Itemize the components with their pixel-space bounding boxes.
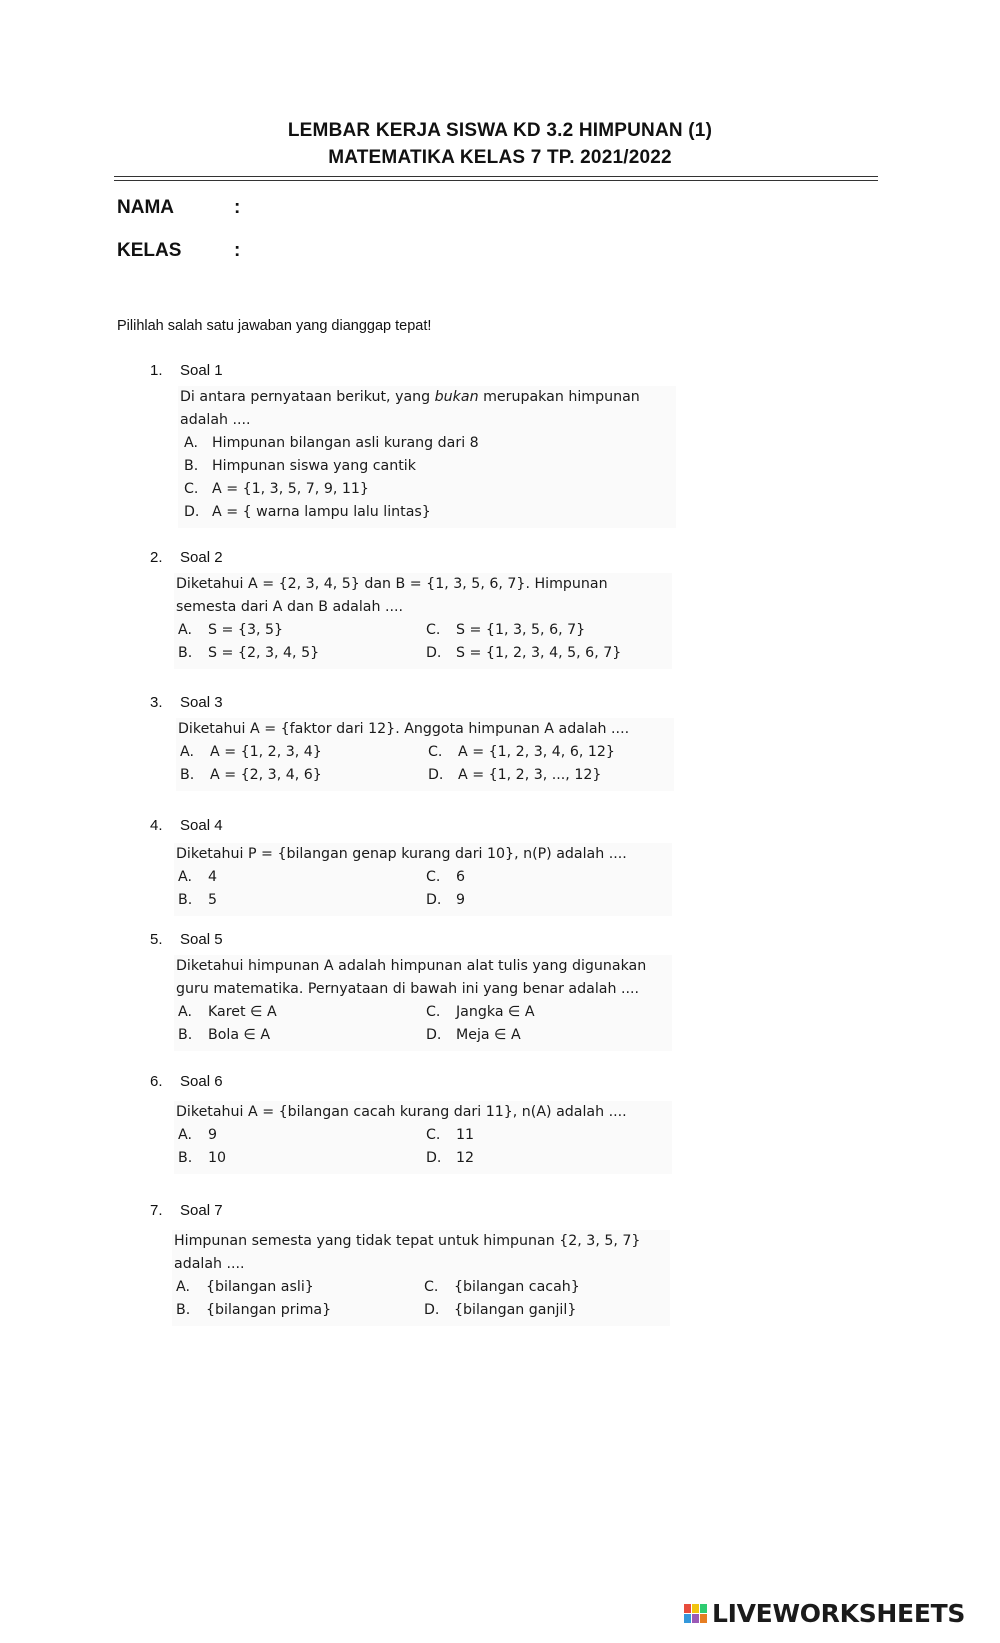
option-text: Himpunan siswa yang cantik: [212, 458, 416, 474]
question-image-block: [174, 1101, 672, 1174]
question-stem: Diketahui himpunan A adalah himpunan alat tulis yang digunakan guru matematika. Pernyataan di bawah ini yang benar adalah ....: [176, 958, 647, 997]
question-label: Soal 6: [180, 1073, 223, 1090]
option-c[interactable]: [426, 741, 615, 764]
option-letter: C.: [426, 1004, 441, 1020]
stem-text: Di antara pernyataan berikut, yang bukan merupakan himpunan adalah ....: [180, 389, 640, 428]
option-b[interactable]: [176, 889, 217, 912]
logo-square: [692, 1614, 699, 1623]
worksheet-subtitle: MATEMATIKA KELAS 7 TP. 2021/2022: [328, 147, 672, 168]
option-letter: D.: [184, 504, 200, 520]
option-letter: A.: [184, 435, 198, 451]
option-text: 12: [456, 1150, 475, 1166]
question-1: [150, 362, 670, 520]
question-2: [150, 549, 670, 661]
option-b[interactable]: [176, 1024, 270, 1047]
option-letter: D.: [426, 1150, 442, 1166]
question-number: 1.: [150, 362, 163, 379]
question-stem: Diketahui A = {2, 3, 4, 5} dan B = {1, 3, 5, 6, 7}. Himpunan semesta dari A dan B adalah ....: [176, 576, 608, 615]
option-text: 9: [456, 892, 466, 908]
option-letter: C.: [184, 481, 199, 497]
option-letter: B.: [180, 767, 195, 783]
option-text: 6: [456, 869, 466, 885]
option-letter: A.: [178, 1004, 192, 1020]
option-letter: D.: [424, 1302, 440, 1318]
liveworksheets-watermark: [684, 1596, 965, 1630]
option-letter: B.: [178, 1027, 193, 1043]
logo-square: [692, 1604, 699, 1613]
question-label: Soal 2: [180, 549, 223, 566]
option-b[interactable]: [178, 764, 322, 787]
question-stem: [180, 386, 670, 432]
option-text: Jangka ∈ A: [456, 1004, 535, 1020]
header-divider: [114, 176, 878, 177]
question-stem: Diketahui P = {bilangan genap kurang dari 10}, n(P) adalah ....: [176, 846, 627, 862]
option-text: A = {1, 2, 3, 4}: [210, 744, 322, 760]
question-number: 4.: [150, 817, 163, 834]
option-d[interactable]: [424, 1147, 474, 1170]
option-letter: C.: [428, 744, 443, 760]
question-6: [150, 1073, 670, 1166]
option-d[interactable]: [424, 889, 465, 912]
option-text: S = {1, 3, 5, 6, 7}: [456, 622, 586, 638]
question-7: [150, 1202, 670, 1318]
option-text: A = {2, 3, 4, 6}: [210, 767, 322, 783]
watermark-text: LIVEWORKSHEETS: [712, 1598, 966, 1628]
question-number: 5.: [150, 931, 163, 948]
option-text: {bilangan asli}: [206, 1279, 314, 1295]
logo-square: [684, 1604, 691, 1613]
option-letter: B.: [184, 458, 199, 474]
option-text: 9: [208, 1127, 218, 1143]
option-letter: A.: [180, 744, 194, 760]
option-a[interactable]: [176, 866, 217, 889]
option-letter: B.: [178, 645, 193, 661]
option-letter: B.: [178, 892, 193, 908]
liveworksheets-logo-icon: [684, 1604, 707, 1623]
question-image-block: [178, 386, 676, 528]
option-c[interactable]: [424, 866, 465, 889]
option-letter: A.: [178, 869, 192, 885]
option-a[interactable]: [176, 1001, 277, 1024]
question-label: Soal 4: [180, 817, 223, 834]
option-c[interactable]: [424, 619, 585, 642]
option-a[interactable]: [178, 741, 322, 764]
option-d[interactable]: [424, 1024, 521, 1047]
logo-square: [684, 1614, 691, 1623]
option-d[interactable]: [426, 764, 601, 787]
option-letter: C.: [424, 1279, 439, 1295]
option-letter: C.: [426, 869, 441, 885]
option-text: {bilangan ganjil}: [454, 1302, 577, 1318]
option-c[interactable]: [422, 1276, 580, 1299]
question-stem: Diketahui A = {bilangan cacah kurang dari 11}, n(A) adalah ....: [176, 1104, 627, 1120]
question-5: [150, 931, 670, 1043]
option-letter: B.: [178, 1150, 193, 1166]
option-text: Karet ∈ A: [208, 1004, 277, 1020]
option-b[interactable]: [176, 1147, 226, 1170]
option-text: {bilangan prima}: [206, 1302, 332, 1318]
option-letter: A.: [176, 1279, 190, 1295]
name-colon: :: [234, 197, 241, 218]
question-stem: Himpunan semesta yang tidak tepat untuk himpunan {2, 3, 5, 7} adalah ....: [174, 1233, 641, 1272]
question-4: [150, 817, 670, 908]
option-letter: C.: [426, 622, 441, 638]
option-letter: C.: [426, 1127, 441, 1143]
option-letter: B.: [176, 1302, 191, 1318]
option-text: S = {2, 3, 4, 5}: [208, 645, 320, 661]
option-letter: D.: [426, 1027, 442, 1043]
option-text: A = {1, 3, 5, 7, 9, 11}: [212, 481, 369, 497]
option-b[interactable]: [180, 455, 670, 478]
option-text: Bola ∈ A: [208, 1027, 271, 1043]
name-label: NAMA: [117, 197, 174, 218]
option-letter: D.: [426, 645, 442, 661]
question-label: Soal 1: [180, 362, 223, 379]
option-d[interactable]: [424, 642, 621, 665]
option-c[interactable]: [424, 1001, 535, 1024]
question-image-block: [176, 718, 674, 791]
question-image-block: [174, 955, 672, 1051]
option-text: A = { warna lampu lalu lintas}: [212, 504, 431, 520]
option-text: 5: [208, 892, 218, 908]
option-a[interactable]: [174, 1276, 314, 1299]
class-field: [117, 240, 241, 262]
question-label: Soal 5: [180, 931, 223, 948]
option-text: 11: [456, 1127, 475, 1143]
option-b[interactable]: [174, 1299, 331, 1322]
logo-square: [700, 1614, 707, 1623]
option-a[interactable]: [176, 1124, 217, 1147]
option-text: 10: [208, 1150, 227, 1166]
option-text: A = {1, 2, 3, 4, 6, 12}: [458, 744, 615, 760]
option-text: S = {3, 5}: [208, 622, 284, 638]
option-letter: A.: [178, 622, 192, 638]
option-text: A = {1, 2, 3, ..., 12}: [458, 767, 602, 783]
instruction-text: Pilihlah salah satu jawaban yang dianggap tepat!: [117, 318, 432, 334]
header-divider-second: [114, 180, 878, 181]
option-letter: D.: [426, 892, 442, 908]
emphasis-word: bukan: [434, 389, 479, 405]
option-text: {bilangan cacah}: [454, 1279, 580, 1295]
worksheet-title: LEMBAR KERJA SISWA KD 3.2 HIMPUNAN (1): [287, 120, 713, 141]
option-d[interactable]: [422, 1299, 576, 1322]
option-a[interactable]: [180, 432, 670, 455]
question-number: 6.: [150, 1073, 163, 1090]
question-number: 7.: [150, 1202, 163, 1219]
option-text: Himpunan bilangan asli kurang dari 8: [212, 435, 479, 451]
option-a[interactable]: [176, 619, 283, 642]
question-label: Soal 3: [180, 694, 223, 711]
option-text: 4: [208, 869, 218, 885]
question-image-block: [174, 573, 672, 669]
question-image-block: [172, 1230, 670, 1326]
question-image-block: [174, 843, 672, 916]
logo-square: [700, 1604, 707, 1613]
name-field: [117, 197, 241, 219]
option-letter: A.: [178, 1127, 192, 1143]
option-letter: D.: [428, 767, 444, 783]
option-c[interactable]: [424, 1124, 474, 1147]
option-text: Meja ∈ A: [456, 1027, 521, 1043]
question-number: 2.: [150, 549, 163, 566]
question-stem: Diketahui A = {faktor dari 12}. Anggota himpunan A adalah ....: [178, 721, 630, 737]
option-b[interactable]: [176, 642, 319, 665]
class-label: KELAS: [117, 240, 182, 261]
class-colon: :: [234, 240, 241, 261]
option-text: S = {1, 2, 3, 4, 5, 6, 7}: [456, 645, 622, 661]
question-label: Soal 7: [180, 1202, 223, 1219]
option-d[interactable]: [180, 501, 670, 524]
question-3: [150, 694, 670, 783]
question-number: 3.: [150, 694, 163, 711]
option-c[interactable]: [180, 478, 670, 501]
